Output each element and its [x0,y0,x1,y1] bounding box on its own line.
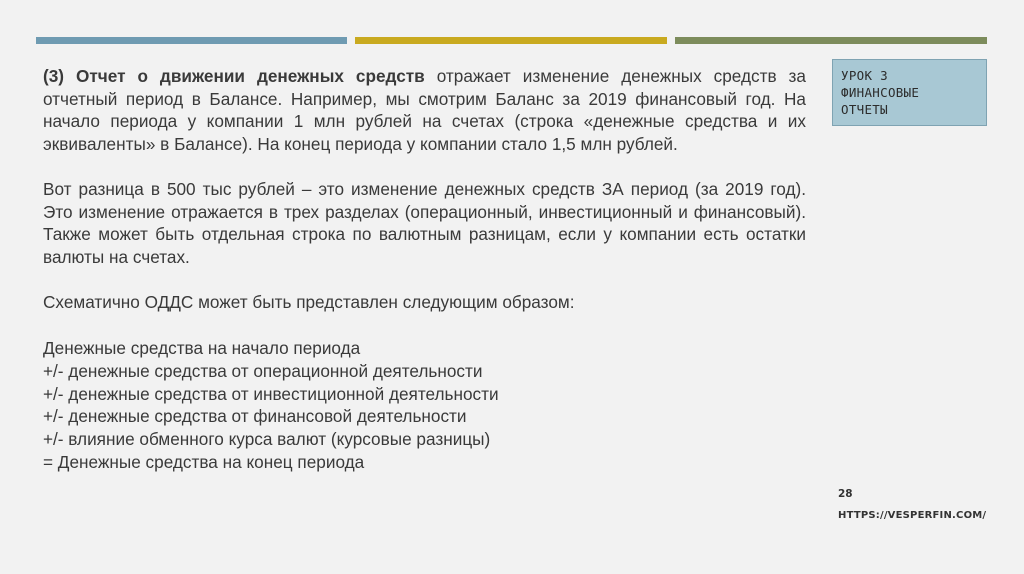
cash-flow-formula [43,337,806,473]
formula-line: +/- денежные средства от инвестиционной деятельности [43,383,499,404]
lesson-title-line: ОТЧЕТЫ [841,102,888,117]
paragraph-schematic: Схематично ОДДС может быть представлен следующим образом: [43,291,575,312]
decorative-bar-green [675,37,987,44]
paragraph-lead: (3) Отчет о движении денежных средств [43,66,425,86]
paragraph-cash-flow-definition [43,65,806,156]
slide-body [43,65,806,474]
lesson-title-box [832,59,987,126]
formula-line: = Денежные средства на конец периода [43,451,365,472]
decorative-bar-blue [36,37,347,44]
formula-line: Денежные средства на начало периода [43,338,361,359]
lesson-title-line: УРОК 3 [841,68,888,83]
lesson-title-line: ФИНАНСОВЫЕ [841,85,920,100]
paragraph-text: отражает изменение денежных средств за отчетный период в Балансе. Например, мы смотрим Баланс за 2019 финансовый год. На начало периода у компании 1 млн рублей на счетах (строка «денежные средства и их эквиваленты» в Балансе). На конец периода у компании стало 1,5 млн рублей. [43,66,806,155]
formula-line: +/- влияние обменного курса валют (курсовые разницы) [43,429,491,450]
website-url: HTTPS://VESPERFIN.COM/ [838,510,987,521]
formula-line: +/- денежные средства от финансовой деятельности [43,406,467,427]
page-number: 28 [838,488,853,500]
formula-line: +/- денежные средства от операционной деятельности [43,361,483,382]
decorative-bar-yellow [355,37,667,44]
paragraph-difference: Вот разница в 500 тыс рублей – это изменение денежных средств ЗА период (за 2019 год). Это изменение отражается в трех разделах (операционный, инвестиционный и финансовый). Также может быть отдельная строка по валютным разницам, если у компании есть остатки валюты на счетах. [43,178,806,267]
